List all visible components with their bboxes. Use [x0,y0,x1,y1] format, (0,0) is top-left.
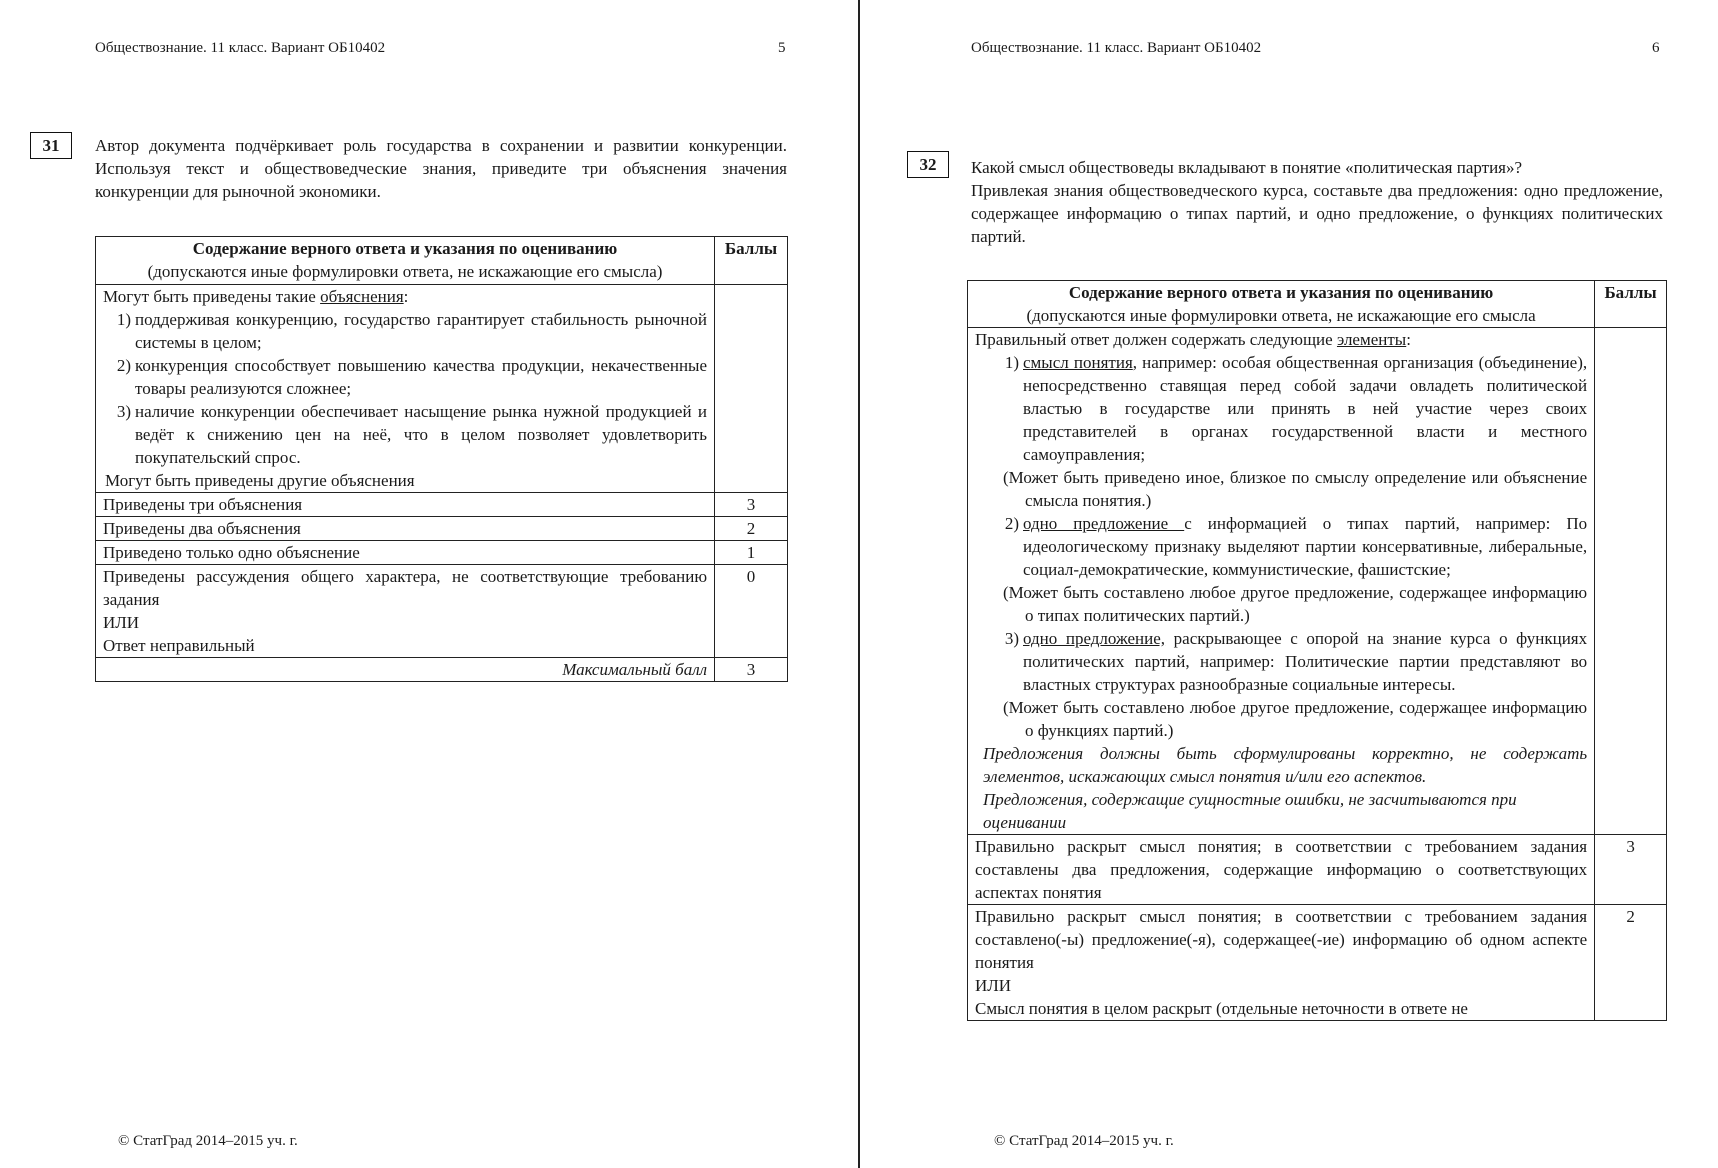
answer-content-row [968,328,1667,835]
list-item: 3) наличие конкуренции обеспечивает насыщение рынка нужной продукцией и ведёт к снижению цен на неё, что в целом позволяет удовлетворить покупательский спрос. [116,402,708,467]
note: (Может быть составлено любое другое предложение, содержащее информацию о типах политических партий.) [1003,583,1588,625]
answer-content-row [96,285,788,493]
table-header-row [96,237,788,285]
table-row: Приведены три объяснения 3 [96,493,788,517]
table-row: Приведены два объяснения 2 [96,517,788,541]
page-number: 5 [778,40,786,56]
max-score-row [96,658,788,682]
page-divider [858,0,860,1168]
score-cell: 3 [1595,835,1667,905]
list-item: 2) конкуренция способствует повышению качества продукции, некачественные товары реализуются сложнее; [116,356,708,398]
table-row: Приведены рассуждения общего характера, не соответствующие требованию задания ИЛИ Ответ неправильный 0 [96,565,788,658]
score-cell: 1 [715,541,788,565]
list-item: 1) поддерживая конкуренцию, государство гарантирует стабильность рыночной системы в целом; [116,310,708,352]
note: (Может быть приведено иное, близкое по смыслу определение или объяснение смысла понятия.) [1003,468,1588,510]
italic-note: Предложения, содержащие сущностные ошибки, не засчитываются при оценивании [983,790,1517,832]
intro-term: объяснения [320,287,404,306]
task-text: Автор документа подчёркивает роль государства в сохранении и развитии конкуренции. Используя текст и обществоведческие знания, приведите три объяснения значения конкуренции для рыночной экономики. [95,136,787,201]
table-header-title: Содержание верного ответа и указания по оцениванию [192,239,618,258]
right-page [861,0,1718,1168]
score-cell: 2 [715,517,788,541]
table-row: Правильно раскрыт смысл понятия; в соответствии с требованием задания составлены два предложения, содержащие информацию о соответствующих аспектах понятия 3 [968,835,1667,905]
table-header-note: (допускаются иные формулировки ответа, не искажающие его смысла [1026,306,1536,325]
answer-intro: Правильный ответ должен содержать следующие элементы: [975,330,1411,349]
left-page [0,0,858,1168]
table-header-row [968,281,1667,328]
score-cell: 0 [715,565,788,658]
task-number-box: 32 [907,151,949,178]
max-score-value: 3 [715,658,788,682]
table-header-note: (допускаются иные формулировки ответа, не искажающие его смысла) [147,262,663,281]
list-item: 3) одно предложение, раскрывающее с опорой на знание курса о функциях политических партий, например: Политические партии представляют во властных структурах разнообразные социальные интересы. [1004,629,1588,694]
list-item: 1) смысл понятия, например: особая общественная организация (объединение), непосредственно ставящая перед собой задачи овладеть политической властью в государстве или принять в ней участие через своих представителей в органах государственной власти и местного самоуправления; [1004,353,1588,464]
answer-table [967,280,1667,1021]
score-column-header: Баллы [1595,281,1667,328]
task-text: Какой смысл обществоведы вкладывают в понятие «политическая партия»? Привлекая знания обществоведческого курса, составьте два предложения: одно предложение, содержащее информацию о типах партий, и одно предложение, о функциях политических партий. [971,158,1663,246]
table-header-title: Содержание верного ответа и указания по оцениванию [1068,283,1494,302]
table-row: Правильно раскрыт смысл понятия; в соответствии с требованием задания составлено(-ы) предложение(-я), содержащее(-ие) информацию об одном аспекте понятия ИЛИ Смысл понятия в целом раскрыт (отдельные неточности в ответе не 2 [968,905,1667,1021]
answer-items [103,308,707,469]
page-header: Обществознание. 11 класс. Вариант ОБ10402 [95,40,386,56]
score-cell: 3 [715,493,788,517]
note: (Может быть составлено любое другое предложение, содержащее информацию о функциях партий.) [1003,698,1588,740]
table-row: Приведено только одно объяснение 1 [96,541,788,565]
answer-items [975,512,1587,581]
task-number-box: 31 [30,132,72,159]
page-header: Обществознание. 11 класс. Вариант ОБ10402 [971,40,1262,56]
answer-table [95,236,788,682]
italic-note: Предложения должны быть сформулированы корректно, не содержать элементов, искажающих смысл понятия и/или его аспектов. [983,744,1588,786]
intro-term: элементы [1336,330,1407,349]
page-footer: © СтатГрад 2014–2015 уч. г. [994,1133,1174,1149]
max-score-label: Максимальный балл [96,658,715,682]
other-explanations: Могут быть приведены другие объяснения [105,471,415,490]
page-footer: © СтатГрад 2014–2015 уч. г. [118,1133,298,1149]
page-number: 6 [1652,40,1660,56]
answer-items [975,627,1587,696]
answer-items [975,351,1587,466]
answer-intro: Могут быть приведены такие объяснения: [103,287,409,306]
list-item: 2) одно предложение с информацией о типах партий, например: По идеологическому признаку выделяют партии консервативные, либеральные, социал-демократические, коммунистические, фашистские; [1004,514,1588,579]
score-column-header: Баллы [715,237,788,285]
score-cell: 2 [1595,905,1667,1021]
